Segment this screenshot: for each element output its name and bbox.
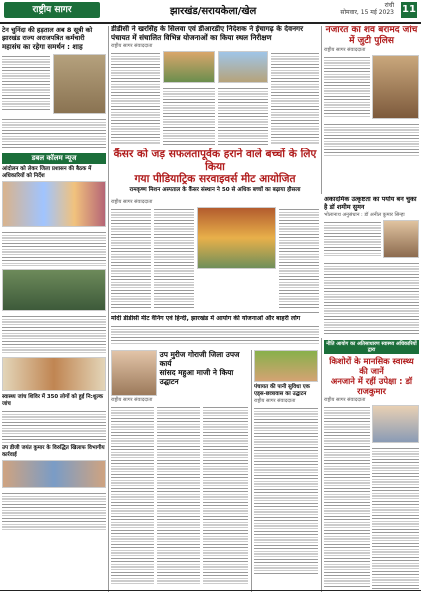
news-photo bbox=[2, 269, 106, 311]
text-block bbox=[157, 405, 200, 585]
masthead bbox=[0, 0, 421, 24]
column-rule bbox=[321, 338, 322, 592]
news-photo bbox=[2, 460, 106, 488]
main-story-deck: रामकृष्ण मिशन अस्पताल के कैंसर संस्थान ने 50 से अधिक बच्चों का बढ़ाया हौसला bbox=[129, 186, 301, 193]
health-story-body bbox=[324, 405, 419, 589]
portrait-photo bbox=[383, 220, 419, 258]
text-block bbox=[324, 220, 381, 256]
right-sub-story bbox=[324, 196, 419, 336]
text-block bbox=[324, 55, 370, 117]
text-block bbox=[2, 117, 106, 149]
right-story-body bbox=[324, 55, 419, 119]
left-bottom-headline: उप डीजी जयंत कुमार के विरुद्धित खिलाफ विभागीय कार्रवाई bbox=[2, 445, 105, 458]
health-story-byline: राष्ट्रीय सागर संवाददाता bbox=[324, 397, 366, 403]
text-block bbox=[324, 261, 419, 336]
minister-story-headline-wrap bbox=[160, 350, 249, 396]
health-story bbox=[324, 340, 419, 592]
left-lead-sub: महासंघ का रहेगा समर्थन : शाह bbox=[2, 43, 83, 51]
column-rule bbox=[251, 350, 252, 592]
news-photo bbox=[254, 350, 318, 382]
minister-story-top bbox=[111, 350, 249, 396]
top-story-headline: डीडीसी ने खरसिंह के सिलवा एवं डीआरडीए निदेशक ने ईचागढ़ के देवनगर पंचायत में संचालित विभिन्न योजनाओं का किया स्थल निरीक्षण bbox=[111, 25, 304, 42]
right-story-byline: राष्ट्रीय सागर संवाददाता bbox=[324, 47, 366, 53]
column-rule bbox=[108, 26, 109, 592]
middle-story-headline: मोदी डीडीसी मीट वैनिंग एवं हिन्दी, झारखंड में आयोग की योजनाओं और बाहरी लोग bbox=[111, 315, 301, 322]
news-photo bbox=[163, 51, 215, 83]
left-lead-headline: टेन चुनिंदा की हड़ताल अब 8 सूत्री को झारखंड राज्य अराजपत्रित कर्मचारी bbox=[2, 26, 93, 42]
small-story-byline: राष्ट्रीय सागर संवाददाता bbox=[254, 398, 296, 405]
left-low-headline: स्वास्थ्य जांच शिविर में 350 लोगों को हुई नि:शुल्क जांच bbox=[2, 394, 103, 407]
small-story-headline: पंचायत की पानी सुविधा एक एड्स-छात्रावास का उद्घाटन bbox=[254, 384, 310, 397]
edition-meta bbox=[328, 2, 394, 16]
text-block bbox=[218, 86, 268, 145]
main-story-columns bbox=[111, 207, 319, 309]
top-story bbox=[111, 25, 319, 145]
text-block bbox=[2, 230, 106, 266]
brand-logo: राष्ट्रीय सागर bbox=[4, 2, 100, 18]
text-block bbox=[279, 207, 319, 309]
section-title: झारखंड/सरायकेला/खेल bbox=[170, 6, 257, 17]
main-story-headline-2: गया पीडियाट्रिक सरवाइवर्स मीट आयोजित bbox=[134, 173, 296, 185]
minister-story-body bbox=[111, 405, 249, 585]
small-story bbox=[254, 350, 318, 592]
left-column bbox=[2, 26, 106, 592]
top-story-byline: राष्ट्रीय सागर संवाददाता bbox=[111, 43, 153, 50]
text-block bbox=[111, 51, 160, 145]
text-block bbox=[111, 405, 154, 585]
text-block bbox=[2, 409, 106, 443]
news-photo bbox=[372, 55, 420, 119]
text-block bbox=[111, 324, 319, 344]
text-block bbox=[154, 207, 194, 309]
minister-story-byline: राष्ट्रीय सागर संवाददाता bbox=[111, 397, 153, 403]
text-block bbox=[2, 54, 50, 112]
minister-story-headline-1: उप मुरीज गोराजी जिला उपज कार्य bbox=[159, 350, 240, 368]
news-photo bbox=[2, 181, 106, 227]
top-story-body bbox=[111, 51, 319, 145]
text-block bbox=[111, 207, 151, 309]
main-story-byline: राष्ट्रीय सागर संवाददाता bbox=[111, 199, 153, 205]
page-footer-rule bbox=[0, 590, 421, 595]
minister-story bbox=[111, 350, 249, 592]
right-story-headline: नजारत का शव बरामद जांच में जुटी पुलिस bbox=[325, 25, 418, 46]
right-sub-byline: भोलानाथ अनुसंधान : डॉ अनील कुमार सिन्हा bbox=[324, 212, 405, 219]
left-mid-headline: आंदोलन को लेकर जिला प्रशासन की बैठक में अधिकारियों को निर्देश bbox=[2, 166, 92, 179]
text-block bbox=[254, 406, 318, 576]
column-rule bbox=[321, 26, 322, 194]
news-photo bbox=[2, 357, 106, 391]
edition-date: सोमवार, 15 मई 2023 bbox=[340, 9, 394, 16]
text-block bbox=[324, 122, 419, 156]
portrait-photo bbox=[111, 350, 157, 396]
text-block bbox=[2, 314, 106, 354]
minister-story-headline-2: सांसद महुआ माजी ने किया उद्घाटन bbox=[159, 368, 234, 386]
page-number: 11 bbox=[401, 2, 417, 18]
news-photo bbox=[372, 405, 419, 443]
main-story-headline-1: कैंसर को जड़ सफलतापूर्वक हराने वाले बच्चों के लिए किया bbox=[113, 148, 317, 173]
main-story-body bbox=[111, 198, 319, 310]
right-story bbox=[324, 25, 419, 195]
middle-story bbox=[111, 315, 319, 347]
left-lead-body bbox=[2, 54, 106, 114]
right-sub-headline: अकादमिक उत्कृष्टता का पर्याय बन चुका है डॉ शमीम सुमन bbox=[324, 196, 417, 211]
main-story-header bbox=[111, 148, 319, 194]
health-story-kicker: नीति आयोग का अतिसाधारण स्वास्थ्य अधिकारियों द्वारा bbox=[324, 340, 419, 354]
section-rule bbox=[111, 312, 319, 313]
event-photo bbox=[197, 207, 277, 269]
health-story-headline-2: अनजाने में रहीं उपेक्षा : डॉ राजकुमार bbox=[330, 376, 413, 396]
section-label: डबल कॉलम न्यूज bbox=[2, 153, 106, 164]
text-block bbox=[203, 405, 248, 585]
news-photo bbox=[53, 54, 106, 114]
photo-stack bbox=[163, 51, 215, 145]
text-block bbox=[271, 51, 319, 145]
health-story-side bbox=[372, 405, 419, 589]
text-block bbox=[163, 86, 215, 145]
text-block bbox=[372, 446, 419, 589]
health-story-headline-1: किशोरों के मानसिक स्वास्थ्य की जानें bbox=[329, 356, 414, 376]
right-sub-body bbox=[324, 220, 419, 258]
text-block bbox=[2, 491, 106, 531]
news-photo bbox=[218, 51, 268, 83]
photo-stack bbox=[218, 51, 268, 145]
text-block bbox=[324, 405, 370, 587]
edition-city: रांची bbox=[384, 2, 394, 9]
